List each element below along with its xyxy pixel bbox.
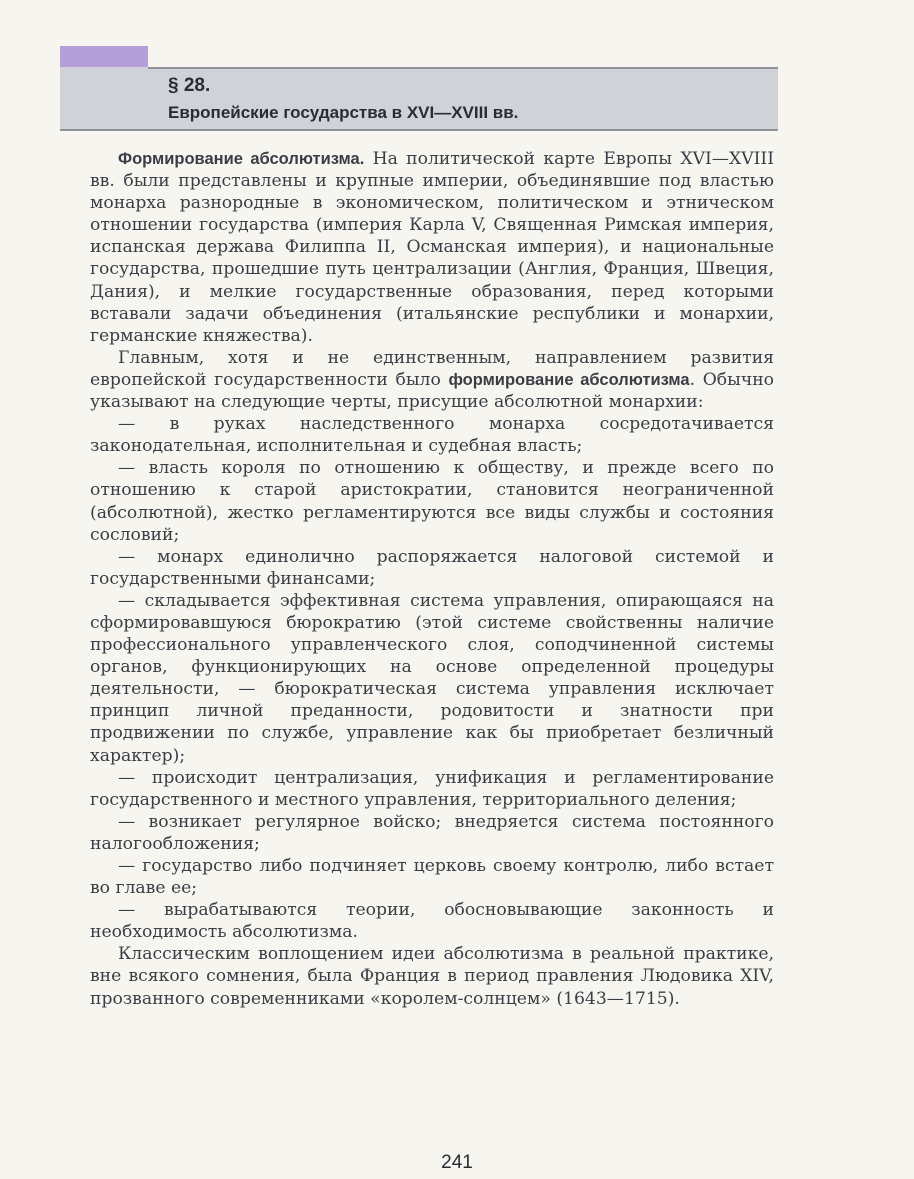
paragraph-intro: [90, 148, 774, 347]
key-term: формирование абсолютизма: [448, 370, 690, 389]
paragraph-absolutism-after: . Обычно указывают на следующие черты, присущие абсолютной монархии:: [90, 369, 775, 413]
section-color-tab: [60, 46, 148, 68]
list-item: — происходит централизация, унификация и регламентирование государственного и местного управления, территориального деления;: [90, 767, 774, 810]
body-text: [90, 148, 774, 1010]
list-item: — государство либо подчиняет церковь своему контролю, либо встает во главе ее;: [90, 856, 774, 899]
section-header: [60, 67, 778, 131]
paragraph-intro-text: На политической карте Европы XVI—XVIII вв. были представлены и крупные империи, объединявшие под властью монарха разнородные в экономическом, политическом и этническом отношении государства (империя Карла V, Священная Римская империя, испанская держава Филиппа II, Османская империя), и национальные государства, прошедшие путь централизации (Англия, Франция, Швеция, Дания), и мелкие государственные образования, перед которыми вставали задачи объединения (итальянские республики и монархии, германские княжества).: [90, 149, 774, 346]
list-item: — складывается эффективная система управления, опирающаяся на сформировавшуюся бюрократию (этой системе свойственны наличие профессионального управленческого слоя, соподчиненной системы органов, функционирующих на основе определенной процедуры деятельности, — бюрократическая система управления исключает принцип личной преданности, родовитости и знатности при продвижении по службе, управление как бы приобретает безличный характер);: [90, 590, 774, 766]
list-item: — в руках наследственного монарха сосредотачивается законодательная, исполнительная и судебная власть;: [90, 414, 774, 457]
page-number: 241: [441, 1152, 473, 1173]
paragraph-conclusion: Классическим воплощением идеи абсолютизма в реальной практике, вне всякого сомнения, была Франция в период правления Людовика XIV, прозванного современниками «королем-солнцем» (1643—1715).: [90, 944, 774, 1009]
section-number: § 28.: [168, 75, 211, 96]
paragraph-absolutism: [90, 347, 774, 413]
section-title: Европейские государства в XVI—XVIII вв.: [168, 103, 519, 122]
list-item: — монарх единолично распоряжается налоговой системой и государственными финансами;: [90, 546, 774, 589]
paragraph-absolutism-before: Главным, хотя и не единственным, направлением развития европейской государственности было: [90, 347, 774, 390]
list-item: — возникает регулярное войско; внедряется система постоянного налогообложения;: [90, 811, 774, 854]
list-item: — власть короля по отношению к обществу, и прежде всего по отношению к старой аристократии, становится неограниченной (абсолютной), жестко регламентируются все виды службы и состояния сословий;: [90, 458, 774, 545]
lead-heading: Формирование абсолютизма.: [118, 150, 365, 168]
header-top-rule: [148, 67, 778, 69]
list-item: — вырабатываются теории, обосновывающие законность и необходимость абсолютизма.: [90, 900, 774, 943]
